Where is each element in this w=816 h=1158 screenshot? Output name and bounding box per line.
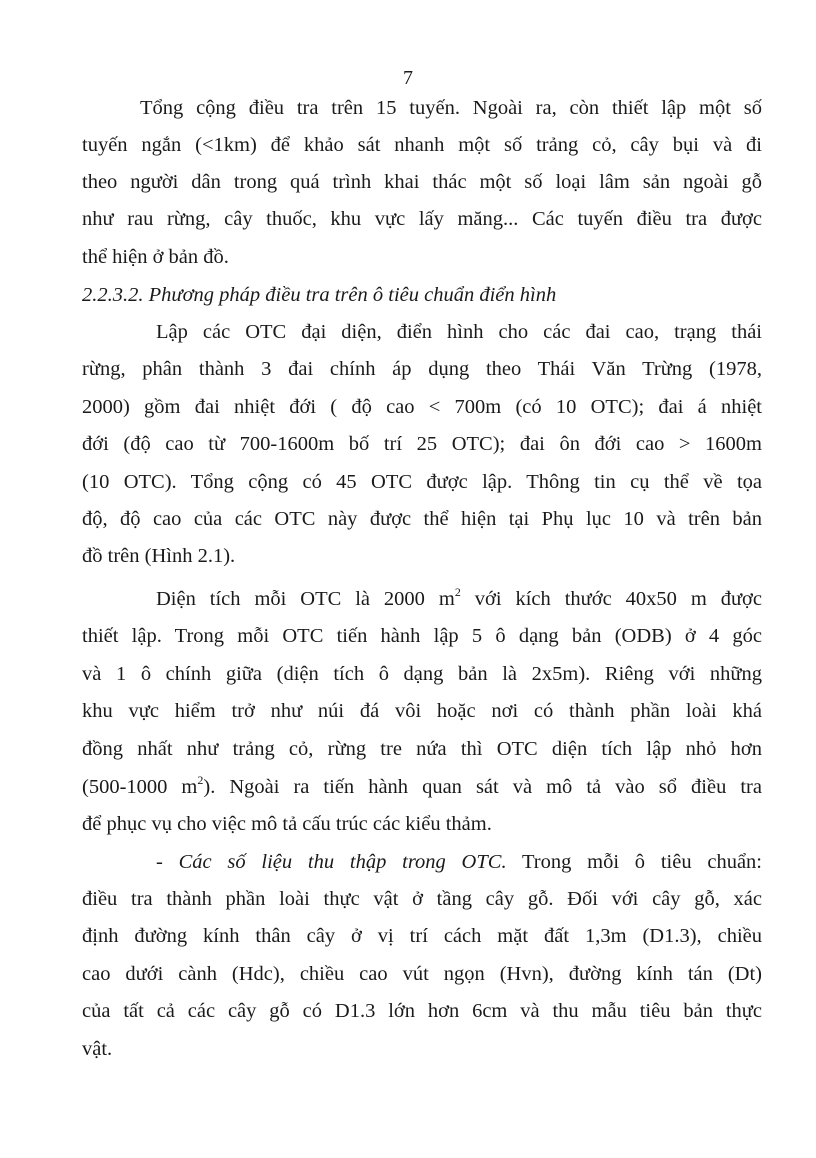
para2-line-7: đồ trên (Hình 2.1). — [82, 545, 236, 567]
superscript-2: 2 — [197, 773, 204, 787]
para1-line-1: Tổng cộng điều tra trên 15 tuyến. Ngoài ra, còn thiết lập một số — [140, 97, 762, 119]
para3-line-7: để phục vụ cho việc mô tả cấu trúc các kiểu thảm. — [82, 813, 492, 835]
para1-line-5: thể hiện ở bản đồ. — [82, 246, 229, 268]
para3-line-1-text-a: Diện tích mỗi OTC là 2000 m — [156, 588, 455, 610]
para3-line-5: đồng nhất như trảng cỏ, rừng tre nứa thì OTC diện tích lập nhỏ hơn — [82, 738, 762, 760]
para3-line-4: khu vực hiểm trở như núi đá vôi hoặc nơi có thành phần loài khá — [82, 700, 762, 722]
para2-line-2: rừng, phân thành 3 đai chính áp dụng theo Thái Văn Trừng (1978, — [82, 358, 762, 380]
para2-line-4: đới (độ cao từ 700-1600m bố trí 25 OTC); đai ôn đới cao > 1600m — [82, 433, 762, 455]
para4-line-2: điều tra thành phần loài thực vật ở tầng cây gỗ. Đối với cây gỗ, xác — [82, 888, 762, 910]
para4-line-1-rest: Trong mỗi ô tiêu chuẩn: — [506, 851, 762, 873]
para1-line-3: theo người dân trong quá trình khai thác một số loại lâm sản ngoài gỗ — [82, 171, 762, 193]
para4-line-6: vật. — [82, 1038, 113, 1060]
para2-line-1: Lập các OTC đại diện, điển hình cho các đai cao, trạng thái — [156, 321, 762, 343]
para4-line-3: định đường kính thân cây ở vị trí cách mặt đất 1,3m (D1.3), chiều — [82, 925, 762, 947]
para1-line-2: tuyến ngắn (<1km) để khảo sát nhanh một số trảng cỏ, cây bụi và đi — [82, 134, 762, 156]
para3-line-6-text-a: (500-1000 m — [82, 776, 198, 798]
page-number: 7 — [403, 67, 413, 89]
para3-line-1 — [156, 585, 762, 613]
para3-line-6 — [82, 773, 762, 801]
section-heading: 2.2.3.2. Phương pháp điều tra trên ô tiêu chuẩn điển hình — [82, 284, 557, 306]
para4-line-4: cao dưới cành (Hdc), chiều cao vút ngọn (Hvn), đường kính tán (Dt) — [82, 963, 762, 985]
para2-line-6: độ, độ cao của các OTC này được thể hiện tại Phụ lục 10 và trên bản — [82, 508, 762, 530]
para3-line-1-text-b: với kích thước 40x50 m được — [460, 588, 762, 610]
para2-line-3: 2000) gồm đai nhiệt đới ( độ cao < 700m (có 10 OTC); đai á nhiệt — [82, 396, 762, 418]
para3-line-3: và 1 ô chính giữa (diện tích ô dạng bản là 2x5m). Riêng với những — [82, 663, 762, 685]
para3-line-6-text-b: ). Ngoài ra tiến hành quan sát và mô tả vào sổ điều tra — [203, 776, 762, 798]
para3-line-2: thiết lập. Trong mỗi OTC tiến hành lập 5 ô dạng bản (ODB) ở 4 góc — [82, 625, 762, 647]
para4-line-1 — [156, 848, 762, 876]
para4-line-5: của tất cả các cây gỗ có D1.3 lớn hơn 6cm và thu mẫu tiêu bản thực — [82, 1000, 762, 1022]
para2-line-5: (10 OTC). Tổng cộng có 45 OTC được lập. Thông tin cụ thể về tọa — [82, 471, 762, 493]
para1-line-4: như rau rừng, cây thuốc, khu vực lấy măng... Các tuyến điều tra được — [82, 208, 762, 230]
para4-line-1-italic: - Các số liệu thu thập trong OTC. — [156, 851, 507, 873]
superscript-2: 2 — [454, 585, 461, 599]
